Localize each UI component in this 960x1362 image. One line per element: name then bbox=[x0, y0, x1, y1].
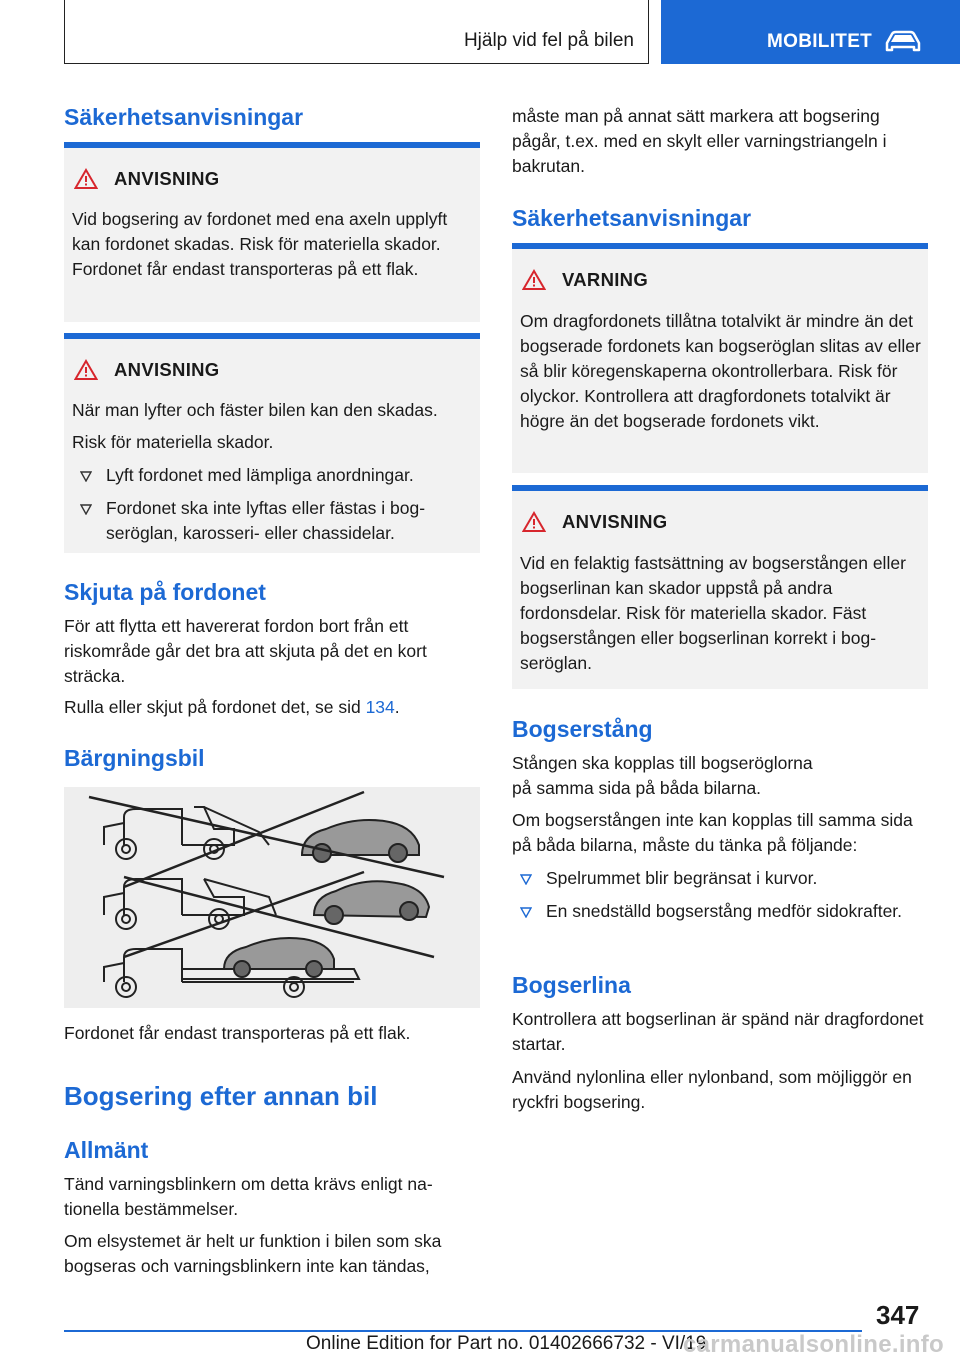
notice-text: Vid bogsering av fordonet med ena axeln upplyft kan fordonet skadas. Risk för materiella skador. Fordonet får endast transporteras på ett flak. bbox=[72, 209, 448, 279]
general-text-2: Om elsystemet är helt ur funktion i bilen som ska bogseras och varningsblinkern inte kan tändas, bbox=[64, 1231, 442, 1276]
notice-text: När man lyfter och fäster bilen kan den skadas. bbox=[72, 400, 438, 420]
warning-triangle-icon bbox=[74, 168, 98, 190]
list-item: Fordonet ska inte lyftas eller fästas i bogseröglan, karosseri- eller chassidelar. bbox=[72, 496, 474, 546]
warning-triangle-icon bbox=[522, 269, 546, 291]
push-heading: Skjuta på fordonet bbox=[64, 579, 266, 605]
watermark: carmanualsonline.info bbox=[683, 1331, 945, 1358]
list-item: Lyft fordonet med lämpliga anordningar. bbox=[72, 463, 474, 488]
tow-rope-text-2: Använd nylonlina eller nylonband, som möjliggör en ryckfri bogsering. bbox=[512, 1067, 912, 1112]
general-text: Tänd varningsblinkern om detta krävs enligt nationella bestämmelser. bbox=[64, 1174, 433, 1219]
notice-box-3 bbox=[512, 485, 928, 689]
list-item: Spelrummet blir begränsat i kurvor. bbox=[512, 866, 928, 891]
figure-caption: Fordonet får endast transporteras på ett flak. bbox=[64, 1023, 411, 1043]
car-icon bbox=[883, 29, 923, 53]
tow-bar-text: Stången ska kopplas till bogseröglorna på samma sida på båda bilarna. bbox=[512, 753, 813, 798]
warning-triangle-icon bbox=[522, 511, 546, 533]
tow-bar-list bbox=[512, 866, 928, 924]
continued-text: måste man på annat sätt markera att bogsering pågår, t.ex. med en skylt eller varningstriangeln i bakrutan. bbox=[512, 106, 887, 176]
header-chapter-title: MOBILITET bbox=[767, 31, 873, 52]
warning-box bbox=[512, 243, 928, 473]
notice-title: ANVISNING bbox=[114, 359, 220, 380]
list-item: En snedställd bogserstång medför sidokrafter. bbox=[512, 899, 928, 924]
warning-text: Om dragfordonets tillåtna totalvikt är mindre än det bogserade fordonets kan bogseröglan slitas av eller så blir köregenskaperna okontrollerbara. Risk för olyckor. Kontrollera att dragfordonets totalvikt är högre än det bogserade fordonets vikt. bbox=[520, 311, 921, 431]
tow-truck-heading: Bärgningsbil bbox=[64, 745, 205, 771]
tow-truck-illustration bbox=[64, 787, 480, 1008]
bullet-triangle-icon bbox=[80, 504, 92, 515]
push-text: För att flytta ett havererat fordon bort från ett riskområde går det bra att skjuta på det en kort sträcka. bbox=[64, 616, 427, 686]
tow-bar-heading: Bogserstång bbox=[512, 716, 653, 742]
notice-text: Vid en felaktig fastsättning av bogserstången eller bogserlinan kan skador uppstå på andra fordonsdelar. Risk för materiella skador. Fäst bogserstången eller bogserlinan korrekt i bogseröglan. bbox=[520, 553, 906, 673]
bullet-triangle-icon bbox=[80, 471, 92, 482]
safety-heading: Säkerhetsanvisningar bbox=[512, 205, 752, 231]
notice-text: Risk för materiella skador. bbox=[72, 432, 274, 452]
warning-title: VARNING bbox=[562, 269, 649, 290]
towing-heading: Bogsering efter annan bil bbox=[64, 1081, 378, 1111]
footer-edition: Online Edition for Part no. 01402666732 - VI/19 bbox=[306, 1333, 707, 1354]
notice-title: ANVISNING bbox=[114, 168, 220, 189]
notice-box-2 bbox=[64, 333, 480, 553]
header-section bbox=[64, 0, 649, 64]
bullet-triangle-icon bbox=[520, 874, 532, 885]
notice-title: ANVISNING bbox=[562, 511, 668, 532]
tow-rope-text: Kontrollera att bogserlinan är spänd när dragfordonet startar. bbox=[512, 1009, 924, 1054]
general-heading: Allmänt bbox=[64, 1137, 149, 1163]
tow-rope-heading: Bogserlina bbox=[512, 972, 631, 998]
header-section-title: Hjälp vid fel på bilen bbox=[463, 30, 634, 51]
bullet-triangle-icon bbox=[520, 907, 532, 918]
header-chapter bbox=[661, 0, 960, 64]
page-number: 347 bbox=[876, 1300, 920, 1330]
tow-truck-drawing bbox=[64, 787, 480, 1008]
notice-box-1 bbox=[64, 142, 480, 322]
page-link[interactable]: 134 bbox=[365, 697, 395, 717]
tow-bar-text-2: Om bogserstången inte kan kopplas till samma sida på båda bilarna, måste du tänka på följande: bbox=[512, 810, 913, 855]
safety-heading: Säkerhetsanvisningar bbox=[64, 104, 304, 130]
push-reference: Rulla eller skjut på fordonet det, se sid 134. bbox=[64, 697, 400, 717]
warning-triangle-icon bbox=[74, 359, 98, 381]
